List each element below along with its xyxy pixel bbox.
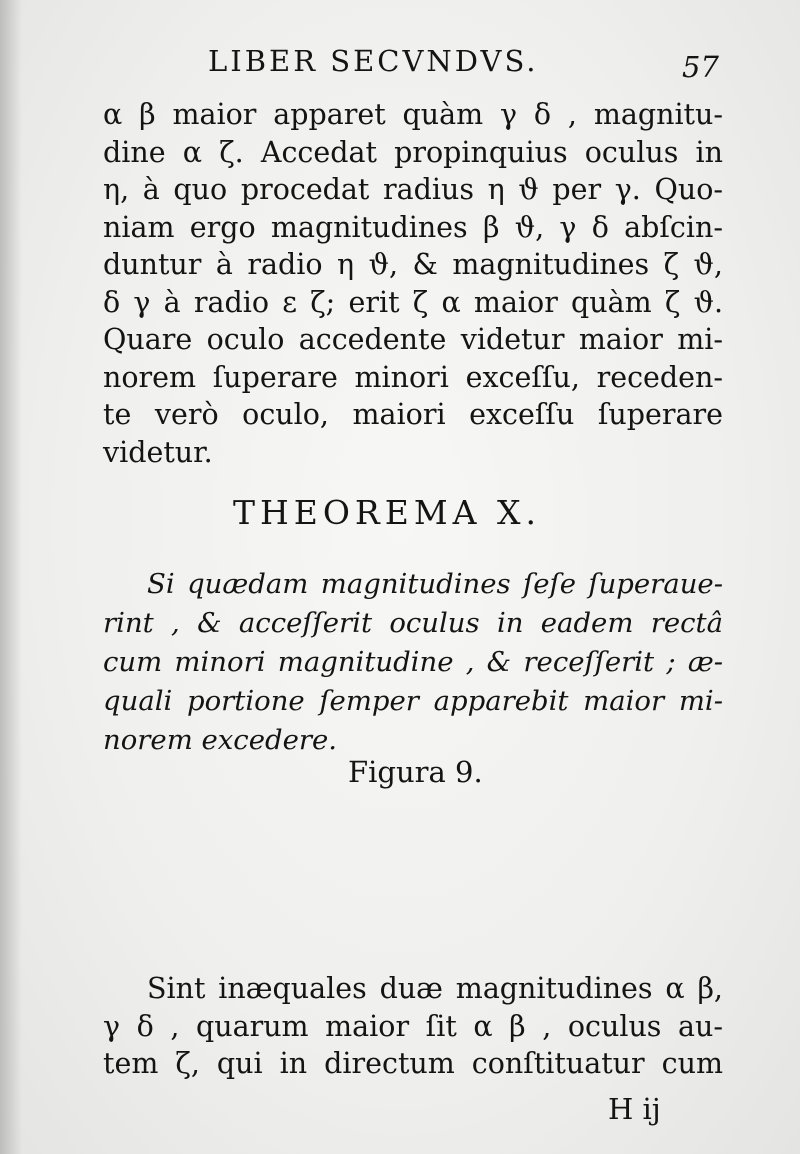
text-line: niam ergo magnitudines β ϑ, γ δ abſcin- [103,210,723,244]
text-line: δ γ à radio ε ζ; erit ζ α maior quàm ζ ϑ. [103,285,723,319]
enunciation-line: Si quædam magnitudines ſeſe ſuperaue- [147,568,723,600]
page-number: 57 [682,50,719,84]
text-line: tem ζ, qui in directum conſtituatur cum [103,1047,723,1080]
text-line: Sint inæquales duæ magnitudines α β, [147,972,723,1005]
text-line: α β maior apparet quàm γ δ , magnitu- [103,98,723,131]
theorem-enunciation [103,565,723,760]
text-line: videtur. [103,435,213,469]
theorem-title: THEOREMA X. [233,493,541,532]
enunciation-line: quali portione ſemper apparebit maior mi- [103,685,723,717]
paragraph-2 [103,970,723,1083]
signature-mark: H ij [608,1092,661,1126]
text-line: Quare oculo accedente videtur maior mi- [103,323,723,356]
paragraph-1 [103,96,723,471]
text-line: γ δ , quarum maior ſit α β , oculus au- [103,1009,723,1043]
text-line: te verò oculo, maiori exceſſu ſuperare [103,398,723,431]
enunciation-line: rint , & acceſſerit oculus in eadem rectâ [103,607,723,639]
text-line: duntur à radio η ϑ, & magnitudines ζ ϑ, [103,248,723,281]
text-line: dine α ζ. Accedat propinquius oculus in [103,135,723,169]
figure-blank-area [120,810,720,960]
gutter-shadow [0,0,22,1154]
enunciation-line: cum minori magnitudine , & receſſerit ; æ- [103,646,723,678]
running-title: LIBER SECVNDVS. [208,44,539,78]
enunciation-line: norem excedere. [103,724,338,756]
text-line: norem ſuperare minori exceſſu, receden- [103,360,723,394]
text-line: η, à quo procedat radius η ϑ per γ. Quo- [103,173,723,206]
figure-caption: Figura 9. [348,755,483,789]
